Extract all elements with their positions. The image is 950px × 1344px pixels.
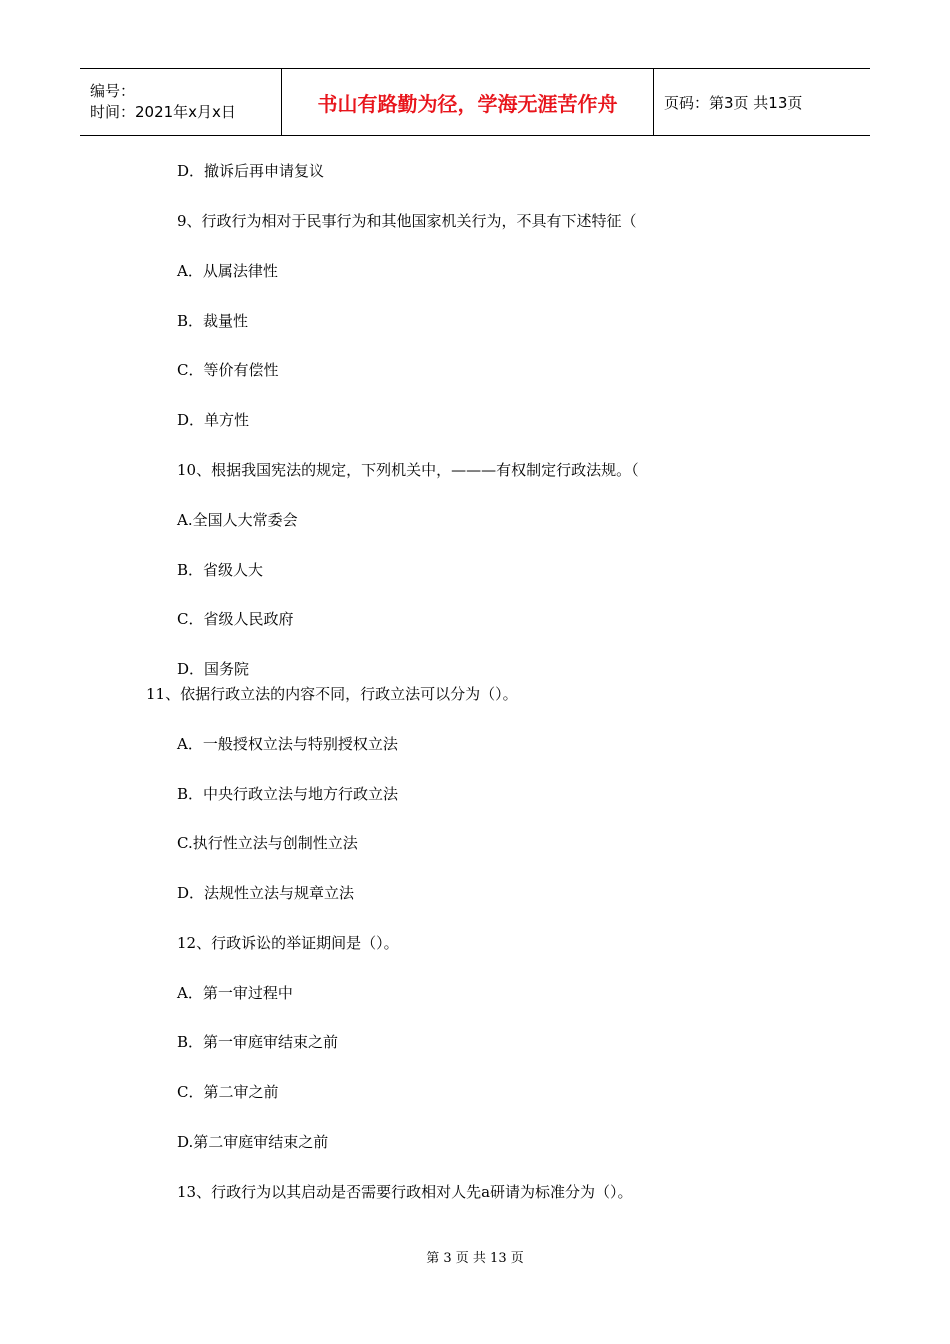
option-line: B．裁量性 [177, 312, 249, 330]
option-line: C.执行性立法与创制性立法 [177, 834, 358, 852]
page-header [80, 68, 870, 136]
header-page-cell [654, 69, 870, 135]
page-footer: 第 3 页 共 13 页 [426, 1251, 524, 1266]
option-line: A．从属法律性 [177, 262, 278, 280]
option-line: B．中央行政立法与地方行政立法 [177, 785, 399, 803]
option-line: C．等价有偿性 [177, 361, 279, 379]
page-label: 页码：第3页 共13页 [664, 93, 803, 112]
option-line: C．第二审之前 [177, 1083, 279, 1101]
option-line: A.全国人大常委会 [177, 511, 298, 529]
motto-text: 书山有路勤为径，学海无涯苦作舟 [317, 91, 618, 116]
option-line: D．法规性立法与规章立法 [177, 884, 355, 902]
option-line: D.第二审庭审结束之前 [177, 1133, 329, 1151]
option-line: D．撤诉后再申请复议 [177, 162, 325, 180]
option-line: B．第一审庭审结束之前 [177, 1033, 339, 1051]
question-line: 9、行政行为相对于民事行为和其他国家机关行为，不具有下述特征（ [177, 212, 637, 230]
option-line: D．国务院 [177, 660, 250, 678]
question-line: 13、行政行为以其启动是否需要行政相对人先a研请为标准分为（）。 [177, 1183, 633, 1201]
option-line: D．单方性 [177, 411, 250, 429]
header-left-cell [80, 69, 282, 135]
question-line: 11、依据行政立法的内容不同，行政立法可以分为（）。 [146, 685, 518, 703]
time-label: 时间：2021年x月x日 [90, 103, 236, 121]
header-motto-cell [282, 69, 654, 135]
option-line: B．省级人大 [177, 561, 264, 579]
question-line: 12、行政诉讼的举证期间是（）。 [177, 934, 399, 952]
question-line: 10、根据我国宪法的规定，下列机关中，———有权制定行政法规。（ [177, 461, 639, 479]
number-label: 编号： [90, 82, 136, 100]
option-line: C．省级人民政府 [177, 610, 294, 628]
option-line: A．第一审过程中 [177, 984, 293, 1002]
option-line: A．一般授权立法与特别授权立法 [177, 735, 398, 753]
